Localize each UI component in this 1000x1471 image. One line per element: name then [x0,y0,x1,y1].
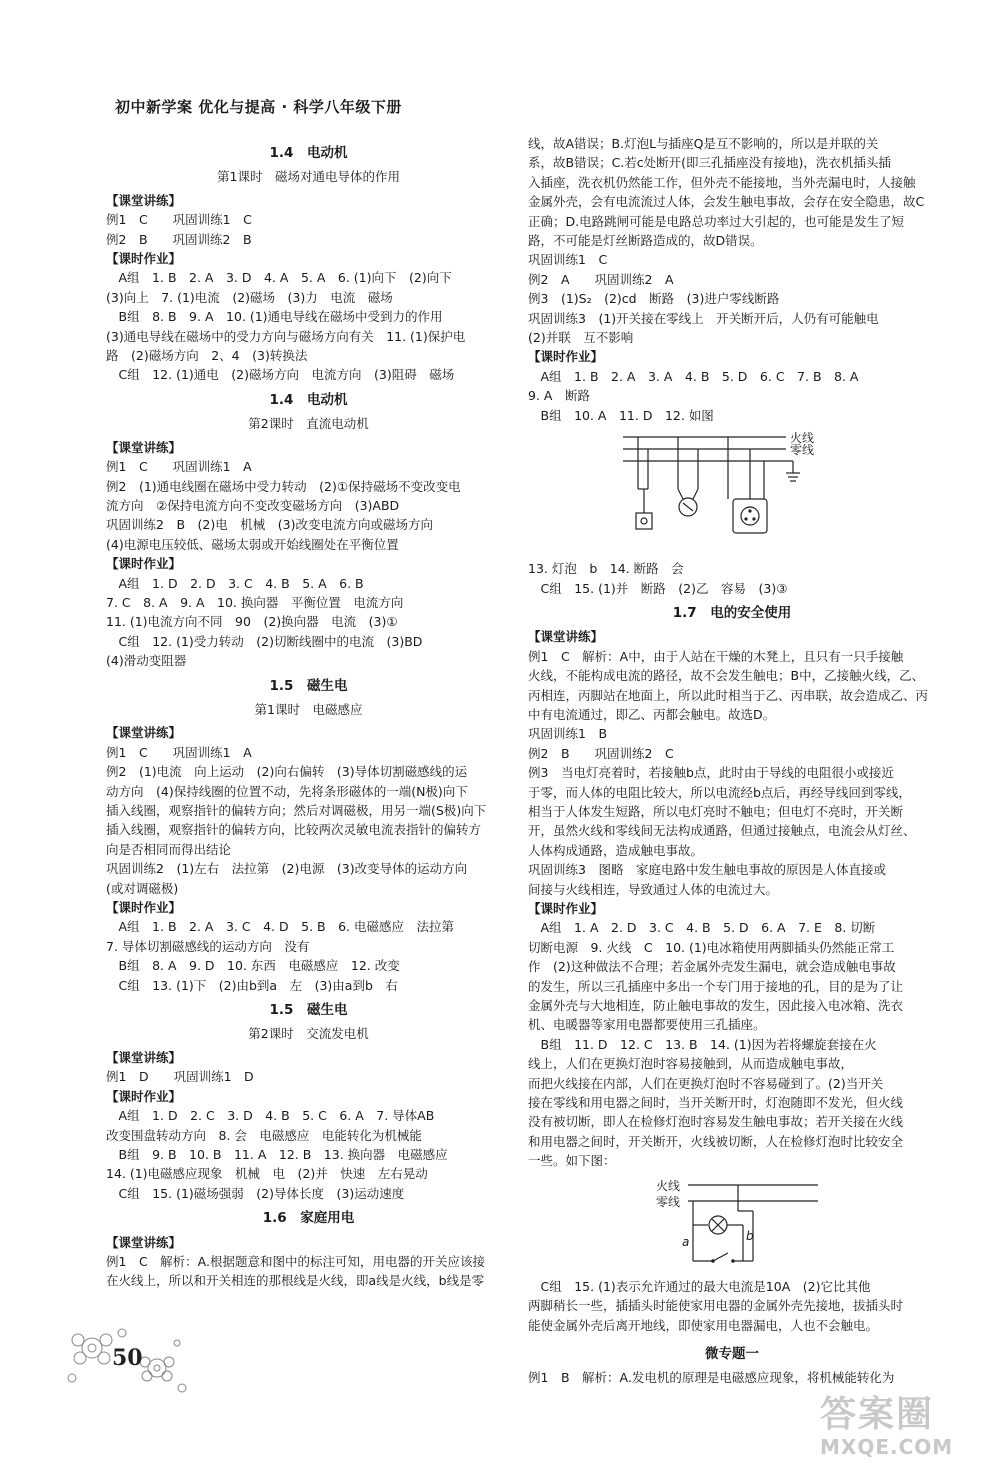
text-line: 能使金属外壳后离开地线，即使家用电器漏电，人也不会触电。 [528,1317,879,1333]
circuit-diagram-2 [528,1175,936,1275]
text-line: 巩固训练3 图略 家庭电路中发生触电事故的原因是人体直接或 [528,862,886,878]
section-title: 1.5 磁生电 [269,1002,348,1019]
point-b-label: b [746,1228,754,1243]
text-line: 例1 C 巩固训练1 C [106,212,252,228]
text-line: C组 12. (1)受力转动 (2)切断线圈中的电流 (3)BD [106,633,423,649]
text-line: C组 12. (1)通电 (2)磁场方向 电流方向 (3)阻碍 磁场 [106,367,455,383]
text-line: 作 (2)这种做法不合理；若金属外壳发生漏电，就会造成触电事故 [528,959,896,975]
text-line: A组 1. B 2. A 3. A 4. B 5. D 6. C 7. B 8. A [528,368,859,384]
text-line: 而把火线接在内部，人们在更换灯泡时不容易碰到了。(2)当开关 [528,1075,884,1091]
text-line: 的发生，所以三孔插座中多出一个专门用于接地的孔，目的是为了让 [528,978,904,994]
text-line: 机、电暖器等家用电器都要使用三孔插座。 [528,1017,766,1033]
text-line: 在火线上，所以和开关相连的那根线是火线，即a线是火线，b线是零 [106,1273,485,1289]
text-line: 和用电器之间时，开关断开，火线被切断，人在检修灯泡时比较安全 [528,1133,904,1149]
text-line: 插入线圈，观察指针的偏转方向；然后对调磁极，用另一端(S极)向下 [106,803,487,818]
text-line: (3)通电导线在磁场中的受力方向与磁场方向有关 11. (1)保护电 [106,328,466,344]
text-line: 丙相连，丙脚站在地面上，所以此时相当于乙、丙串联，故会造成乙、丙 [528,687,929,703]
text-line: 入插座，洗衣机仍然能工作，但外壳不能接地，当外壳漏电时，人接触 [528,174,916,190]
watermark-text: 答案圈 [820,1394,935,1435]
zero-wire-label: 零线 [790,443,815,458]
text-line: 线，故A错误；B.灯泡L与插座Q是互不影响的，所以是并联的关 [528,136,879,151]
text-line: 系，故B错误；C.若c处断开(即三孔插座没有接地)，洗衣机插头插 [528,155,891,171]
text-line: 路，不可能是灯丝断路造成的，故D错误。 [528,233,763,249]
text-line: C组 15. (1)表示允许通过的最大电流是10A (2)它比其他 [528,1278,871,1294]
section-heading: 【课堂讲练】 [106,725,182,741]
text-line: 例1 C 巩固训练1 A [106,459,252,475]
text-line: 7. 导体切割磁感线的运动方向 没有 [106,938,310,954]
watermark-url: MXQE.COM [820,1435,954,1459]
text-line: 流方向 ②保持电流方向不变改变磁场方向 (3)ABD [106,497,400,513]
section-heading: 【课时作业】 [106,556,182,572]
text-line: B组 11. D 12. C 13. B 14. (1)因为若将螺旋套接在火 [528,1036,877,1052]
text-line: C组 15. (1)并 断路 (2)乙 容易 (3)③ [528,580,788,596]
text-line: A组 1. D 2. D 3. C 4. B 5. A 6. B [106,575,364,591]
text-line: 例3 当电灯亮着时，若接触b点，此时由于导线的电阻很小或接近 [528,765,894,781]
text-line: 例1 C 巩固训练1 A [106,744,252,760]
section-title-1-7: 1.7 电的安全使用 [672,604,792,621]
text-line: 巩固训练1 B [528,726,608,742]
text-line: 线上，人们在更换灯泡时容易接触到，从而造成触电事故， [528,1056,854,1072]
section-heading: 【课时作业】 [528,901,604,916]
text-line: B组 9. B 10. B 11. A 12. B 13. 换向器 电磁感应 [106,1146,448,1162]
section-title: 1.4 电动机 [269,391,348,408]
section-heading: 【课时作业】 [106,251,182,267]
text-line: C组 13. (1)下 (2)由b到a 左 (3)由a到b 右 [106,977,398,993]
text-line: 改变围盘转动方向 8. 会 电磁感应 电能转化为机械能 [106,1127,422,1143]
text-line: 接在零线和用电器之间时，当开关断开时，灯泡随即不发光，但火线 [528,1095,904,1111]
text-line: 例2 B 巩固训练2 B [106,231,252,247]
text-line: 例3 (1)S₂ (2)cd 断路 (3)进户零线断路 [528,291,780,307]
text-line: 金属外壳与大地相连，防止触电事故的发生，因此接入电冰箱、洗衣 [528,998,904,1014]
text-line: 7. C 8. A 9. A 10. 换向器 平衡位置 电流方向 [106,594,404,610]
text-line: 中有电流通过，即乙、丙都会触电。故选D。 [528,706,776,722]
text-line: 金属外壳，会有电流流过人体，会发生触电事故，会存在安全隐患，故C [528,194,925,210]
text-line: 间接与火线相连，导致通过人体的电流过大。 [528,881,779,897]
section-title: 1.4 电动机 [269,145,348,161]
lesson-title: 第2课时 交流发电机 [248,1026,369,1042]
text-line: 例2 (1)通电线圈在磁场中受力转动 (2)①保持磁场不变改变电 [106,478,461,494]
zero-wire-label: 零线 [656,1194,681,1209]
section-heading: 【课时作业】 [106,900,182,916]
page-number: 50 [112,1345,143,1371]
text-line: 插入线圈，观察指针的偏转方向，比较两次灵敏电流表指针的偏转方 [106,822,482,838]
fire-wire-label: 火线 [790,431,815,446]
text-line: (2)并联 互不影响 [528,330,634,346]
text-line: 切断电源 9. 火线 C 10. (1)电冰箱使用两脚插头仍然能正常工 [528,939,895,955]
section-heading: 【课堂讲练】 [106,1049,182,1065]
micro-topic-title: 微专题一 [705,1345,759,1362]
text-line: A组 1. B 2. A 3. C 4. D 5. B 6. 电磁感应 法拉第 [106,919,455,935]
text-line: (4)电源电压较低、磁场太弱或开始线圈处在平衡位置 [106,536,399,552]
section-heading: 【课堂讲练】 [528,629,604,645]
text-line: 11. (1)电流方向不同 90 (2)换向器 电流 (3)① [106,614,398,630]
text-line: 例2 A 巩固训练2 A [528,271,674,287]
text-line: 巩固训练2 B (2)电 机械 (3)改变电流方向或磁场方向 [106,517,433,533]
text-line: B组 10. A 11. D 12. 如图 [528,407,714,423]
section-heading: 【课时作业】 [106,1088,182,1104]
text-line: 正确；D.电路跳闸可能是电路总功率过大引起的，也可能是发生了短 [528,213,905,229]
text-line: 巩固训练1 C [528,252,608,268]
lesson-title: 第1课时 磁场对通电导体的作用 [217,169,400,185]
section-heading: 【课堂讲练】 [106,1234,182,1250]
text-line: 例1 C 解析：A.根据题意和图中的标注可知，用电器的开关应该接 [106,1253,485,1269]
text-line: 火线，不能构成电流的路径，故不会发生触电；B中，乙接触火线，乙、 [528,668,925,684]
text-line: 巩固训练3 (1)开关接在零线上 开关断开后，人仍有可能触电 [528,310,879,326]
text-line: 两脚稍长一些，插插头时能使家用电器的金属外壳先接地，拔插头时 [528,1298,904,1314]
text-line: A组 1. A 2. D 3. C 4. B 5. D 6. A 7. E 8. 切断 [528,920,876,936]
text-line: (或对调磁极) [106,880,179,896]
watermark [820,1395,990,1467]
text-line: 人体构成通路，造成触电事故。 [528,842,704,858]
point-a-label: a [682,1234,690,1249]
text-line: 例2 (1)电流 向上运动 (2)向右偏转 (3)导体切割磁感线的运 [106,764,468,780]
text-line: 例1 C 解析：A中，由于人站在干燥的木凳上，且只有一只手接触 [528,648,904,664]
text-line: B组 8. B 9. A 10. (1)通电导线在磁场中受到力的作用 [106,309,443,325]
text-line: B组 8. A 9. D 10. 东西 电磁感应 12. 改变 [106,958,400,974]
page-header: 初中新学案 优化与提高 · 科学八年级下册 [115,98,402,116]
circuit-diagram-1 [528,429,936,557]
text-line: 动方向 (4)保持线圈的位置不动，先将条形磁体的一端(N极)向下 [106,783,468,799]
text-line: C组 15. (1)磁场强弱 (2)导体长度 (3)运动速度 [106,1185,405,1201]
section-heading: 【课堂讲练】 [106,439,182,455]
text-line: 开，虽然火线和零线间无法构成通路，但通过接触点，电流会从灯丝、 [528,823,916,839]
section-heading: 【课时作业】 [528,349,604,365]
text-line: 例1 D 巩固训练1 D [106,1069,254,1085]
text-line: 14. (1)电磁感应现象 机械 电 (2)并 快速 左右晃动 [106,1166,428,1182]
text-line: 13. 灯泡 b 14. 断路 会 [528,561,684,577]
lesson-title: 第1课时 电磁感应 [254,701,363,717]
text-line: 向是否相同而得出结论 [106,841,232,857]
text-line: 例1 B 解析：A.发电机的原理是电磁感应现象，将机械能转化为 [528,1370,895,1386]
text-line: A组 1. B 2. A 3. D 4. A 5. A 6. (1)向下 (2)向下 [106,270,452,286]
left-column [106,138,511,1291]
section-title: 1.5 磁生电 [269,677,348,694]
text-line: 巩固训练2 (1)左右 法拉第 (2)电源 (3)改变导体的运动方向 [106,861,468,877]
text-line: 相当于人体发生短路，所以电灯亮时不触电；但电灯不亮时，开关断 [528,803,904,819]
fire-wire-label: 火线 [656,1178,681,1193]
right-column [528,134,936,1388]
section-heading: 【课堂讲练】 [106,192,182,208]
text-line: 9. A 断路 [528,388,590,404]
text-line: 没有被切断，即人在检修灯泡时容易发生触电事故；若开关接在火线 [528,1114,904,1130]
text-line: (3)向上 7. (1)电流 (2)磁场 (3)力 电流 磁场 [106,289,393,305]
text-line: 一些。如下图： [528,1153,616,1169]
text-line: A组 1. D 2. C 3. D 4. B 5. C 6. A 7. 导体AB [106,1108,435,1124]
text-line: 路 (2)磁场方向 2、4 (3)转换法 [106,348,308,364]
lesson-title: 第2课时 直流电动机 [248,416,369,432]
text-line: 于零，而人体的电阻比较大，所以电流经b点后，再经导线回到零线， [528,784,911,800]
text-line: (4)滑动变阻器 [106,653,187,669]
section-title: 1.6 家庭用电 [262,1210,355,1227]
text-line: 例2 B 巩固训练2 C [528,745,674,761]
